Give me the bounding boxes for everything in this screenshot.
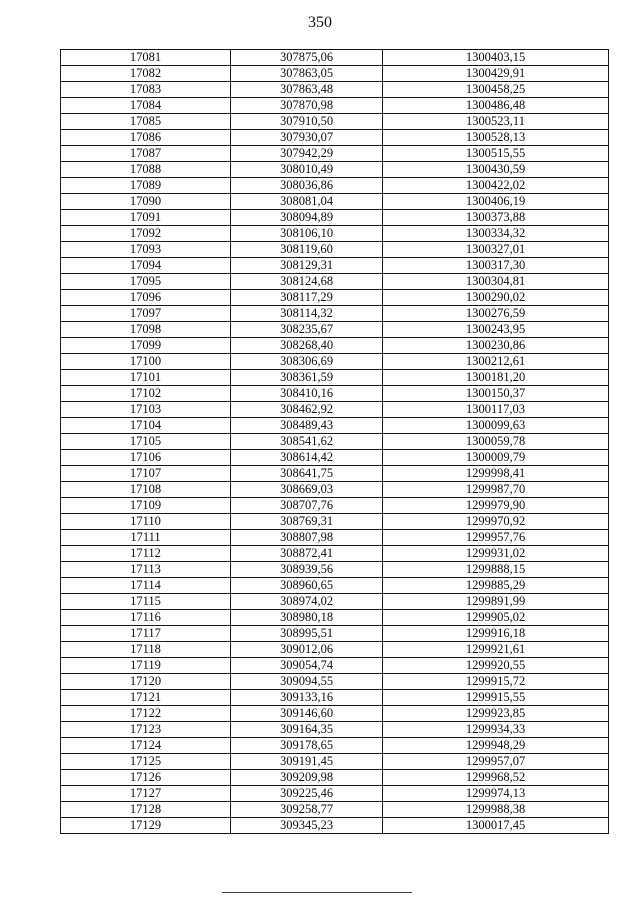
table-row — [61, 402, 609, 418]
y-coordinate-cell: 1299915,72 — [383, 674, 609, 690]
x-coordinate-cell: 308410,16 — [231, 386, 383, 402]
y-coordinate-cell: 1299974,13 — [383, 786, 609, 802]
x-coordinate-cell: 308117,29 — [231, 290, 383, 306]
y-coordinate-cell: 1299934,33 — [383, 722, 609, 738]
table-row — [61, 818, 609, 834]
table-row — [61, 370, 609, 386]
page-number: 350 — [308, 14, 332, 31]
point-number-cell: 17097 — [61, 306, 231, 322]
y-coordinate-cell: 1300017,45 — [383, 818, 609, 834]
point-number-cell: 17099 — [61, 338, 231, 354]
point-number-cell: 17103 — [61, 402, 231, 418]
point-number-cell: 17094 — [61, 258, 231, 274]
table-row — [61, 130, 609, 146]
x-coordinate-cell: 308669,03 — [231, 482, 383, 498]
x-coordinate-cell: 308462,92 — [231, 402, 383, 418]
y-coordinate-cell: 1299885,29 — [383, 578, 609, 594]
x-coordinate-cell: 307875,06 — [231, 50, 383, 66]
point-number-cell: 17115 — [61, 594, 231, 610]
table-row — [61, 546, 609, 562]
table-row — [61, 626, 609, 642]
y-coordinate-cell: 1299970,92 — [383, 514, 609, 530]
point-number-cell: 17128 — [61, 802, 231, 818]
y-coordinate-cell: 1300373,88 — [383, 210, 609, 226]
y-coordinate-cell: 1300117,03 — [383, 402, 609, 418]
x-coordinate-cell: 309146,60 — [231, 706, 383, 722]
point-number-cell: 17098 — [61, 322, 231, 338]
x-coordinate-cell: 307942,29 — [231, 146, 383, 162]
table-row — [61, 610, 609, 626]
table-row — [61, 754, 609, 770]
table-row — [61, 82, 609, 98]
point-number-cell: 17088 — [61, 162, 231, 178]
x-coordinate-cell: 308361,59 — [231, 370, 383, 386]
table-row — [61, 738, 609, 754]
coordinates-table — [60, 49, 609, 834]
table-row — [61, 482, 609, 498]
table-row — [61, 98, 609, 114]
table-row — [61, 162, 609, 178]
y-coordinate-cell: 1299957,76 — [383, 530, 609, 546]
point-number-cell: 17119 — [61, 658, 231, 674]
y-coordinate-cell: 1300304,81 — [383, 274, 609, 290]
table-row — [61, 66, 609, 82]
y-coordinate-cell: 1300458,25 — [383, 82, 609, 98]
point-number-cell: 17127 — [61, 786, 231, 802]
point-number-cell: 17106 — [61, 450, 231, 466]
x-coordinate-cell: 308036,86 — [231, 178, 383, 194]
table-row — [61, 722, 609, 738]
y-coordinate-cell: 1300009,79 — [383, 450, 609, 466]
table-row — [61, 434, 609, 450]
x-coordinate-cell: 308306,69 — [231, 354, 383, 370]
y-coordinate-cell: 1300429,91 — [383, 66, 609, 82]
x-coordinate-cell: 309164,35 — [231, 722, 383, 738]
table-row — [61, 338, 609, 354]
table-row — [61, 418, 609, 434]
point-number-cell: 17095 — [61, 274, 231, 290]
point-number-cell: 17104 — [61, 418, 231, 434]
y-coordinate-cell: 1300212,61 — [383, 354, 609, 370]
point-number-cell: 17110 — [61, 514, 231, 530]
point-number-cell: 17090 — [61, 194, 231, 210]
x-coordinate-cell: 308119,60 — [231, 242, 383, 258]
table-row — [61, 194, 609, 210]
y-coordinate-cell: 1299915,55 — [383, 690, 609, 706]
page-divider — [222, 892, 412, 893]
table-row — [61, 210, 609, 226]
x-coordinate-cell: 309133,16 — [231, 690, 383, 706]
x-coordinate-cell: 309012,06 — [231, 642, 383, 658]
x-coordinate-cell: 309094,55 — [231, 674, 383, 690]
y-coordinate-cell: 1300515,55 — [383, 146, 609, 162]
x-coordinate-cell: 308129,31 — [231, 258, 383, 274]
x-coordinate-cell: 308707,76 — [231, 498, 383, 514]
y-coordinate-cell: 1299921,61 — [383, 642, 609, 658]
y-coordinate-cell: 1299891,99 — [383, 594, 609, 610]
x-coordinate-cell: 308081,04 — [231, 194, 383, 210]
x-coordinate-cell: 308010,49 — [231, 162, 383, 178]
table-row — [61, 498, 609, 514]
y-coordinate-cell: 1299920,55 — [383, 658, 609, 674]
table-row — [61, 274, 609, 290]
point-number-cell: 17082 — [61, 66, 231, 82]
point-number-cell: 17105 — [61, 434, 231, 450]
table-row — [61, 306, 609, 322]
point-number-cell: 17102 — [61, 386, 231, 402]
y-coordinate-cell: 1299931,02 — [383, 546, 609, 562]
table-row — [61, 642, 609, 658]
x-coordinate-cell: 309345,23 — [231, 818, 383, 834]
x-coordinate-cell: 307870,98 — [231, 98, 383, 114]
x-coordinate-cell: 307930,07 — [231, 130, 383, 146]
table-row — [61, 146, 609, 162]
table-row — [61, 466, 609, 482]
x-coordinate-cell: 308769,31 — [231, 514, 383, 530]
point-number-cell: 17085 — [61, 114, 231, 130]
table-row — [61, 674, 609, 690]
table-body — [61, 50, 609, 834]
point-number-cell: 17113 — [61, 562, 231, 578]
table-row — [61, 258, 609, 274]
point-number-cell: 17120 — [61, 674, 231, 690]
x-coordinate-cell: 308124,68 — [231, 274, 383, 290]
point-number-cell: 17087 — [61, 146, 231, 162]
point-number-cell: 17116 — [61, 610, 231, 626]
y-coordinate-cell: 1300406,19 — [383, 194, 609, 210]
point-number-cell: 17091 — [61, 210, 231, 226]
y-coordinate-cell: 1300334,32 — [383, 226, 609, 242]
x-coordinate-cell: 308106,10 — [231, 226, 383, 242]
y-coordinate-cell: 1299968,52 — [383, 770, 609, 786]
point-number-cell: 17081 — [61, 50, 231, 66]
y-coordinate-cell: 1300528,13 — [383, 130, 609, 146]
point-number-cell: 17083 — [61, 82, 231, 98]
y-coordinate-cell: 1299923,85 — [383, 706, 609, 722]
y-coordinate-cell: 1300327,01 — [383, 242, 609, 258]
point-number-cell: 17101 — [61, 370, 231, 386]
table-row — [61, 658, 609, 674]
y-coordinate-cell: 1300290,02 — [383, 290, 609, 306]
x-coordinate-cell: 307863,48 — [231, 82, 383, 98]
point-number-cell: 17111 — [61, 530, 231, 546]
x-coordinate-cell: 309054,74 — [231, 658, 383, 674]
y-coordinate-cell: 1300243,95 — [383, 322, 609, 338]
table-row — [61, 706, 609, 722]
point-number-cell: 17126 — [61, 770, 231, 786]
table-row — [61, 290, 609, 306]
x-coordinate-cell: 308980,18 — [231, 610, 383, 626]
x-coordinate-cell: 307910,50 — [231, 114, 383, 130]
x-coordinate-cell: 308094,89 — [231, 210, 383, 226]
x-coordinate-cell: 308641,75 — [231, 466, 383, 482]
point-number-cell: 17129 — [61, 818, 231, 834]
y-coordinate-cell: 1299957,07 — [383, 754, 609, 770]
y-coordinate-cell: 1300059,78 — [383, 434, 609, 450]
y-coordinate-cell: 1300317,30 — [383, 258, 609, 274]
table-row — [61, 114, 609, 130]
x-coordinate-cell: 309209,98 — [231, 770, 383, 786]
point-number-cell: 17107 — [61, 466, 231, 482]
x-coordinate-cell: 308872,41 — [231, 546, 383, 562]
y-coordinate-cell: 1300422,02 — [383, 178, 609, 194]
x-coordinate-cell: 309225,46 — [231, 786, 383, 802]
y-coordinate-cell: 1300523,11 — [383, 114, 609, 130]
point-number-cell: 17109 — [61, 498, 231, 514]
table-row — [61, 594, 609, 610]
table-row — [61, 178, 609, 194]
x-coordinate-cell: 308541,62 — [231, 434, 383, 450]
y-coordinate-cell: 1300486,48 — [383, 98, 609, 114]
y-coordinate-cell: 1299998,41 — [383, 466, 609, 482]
point-number-cell: 17117 — [61, 626, 231, 642]
x-coordinate-cell: 309258,77 — [231, 802, 383, 818]
x-coordinate-cell: 308807,98 — [231, 530, 383, 546]
y-coordinate-cell: 1300150,37 — [383, 386, 609, 402]
point-number-cell: 17124 — [61, 738, 231, 754]
table-row — [61, 802, 609, 818]
point-number-cell: 17125 — [61, 754, 231, 770]
table-row — [61, 354, 609, 370]
point-number-cell: 17086 — [61, 130, 231, 146]
x-coordinate-cell: 308974,02 — [231, 594, 383, 610]
x-coordinate-cell: 308995,51 — [231, 626, 383, 642]
y-coordinate-cell: 1300099,63 — [383, 418, 609, 434]
x-coordinate-cell: 308268,40 — [231, 338, 383, 354]
table-row — [61, 530, 609, 546]
y-coordinate-cell: 1299979,90 — [383, 498, 609, 514]
table-row — [61, 242, 609, 258]
y-coordinate-cell: 1299888,15 — [383, 562, 609, 578]
y-coordinate-cell: 1299905,02 — [383, 610, 609, 626]
point-number-cell: 17084 — [61, 98, 231, 114]
y-coordinate-cell: 1299916,18 — [383, 626, 609, 642]
y-coordinate-cell: 1299948,29 — [383, 738, 609, 754]
table-row — [61, 514, 609, 530]
point-number-cell: 17114 — [61, 578, 231, 594]
x-coordinate-cell: 309191,45 — [231, 754, 383, 770]
table-row — [61, 386, 609, 402]
table-row — [61, 562, 609, 578]
x-coordinate-cell: 309178,65 — [231, 738, 383, 754]
table-row — [61, 50, 609, 66]
y-coordinate-cell: 1300276,59 — [383, 306, 609, 322]
point-number-cell: 17121 — [61, 690, 231, 706]
point-number-cell: 17093 — [61, 242, 231, 258]
x-coordinate-cell: 308614,42 — [231, 450, 383, 466]
table-row — [61, 450, 609, 466]
table-row — [61, 770, 609, 786]
x-coordinate-cell: 307863,05 — [231, 66, 383, 82]
table-row — [61, 578, 609, 594]
x-coordinate-cell: 308114,32 — [231, 306, 383, 322]
y-coordinate-cell: 1300430,59 — [383, 162, 609, 178]
point-number-cell: 17089 — [61, 178, 231, 194]
point-number-cell: 17118 — [61, 642, 231, 658]
table-row — [61, 322, 609, 338]
point-number-cell: 17112 — [61, 546, 231, 562]
y-coordinate-cell: 1300181,20 — [383, 370, 609, 386]
y-coordinate-cell: 1299988,38 — [383, 802, 609, 818]
y-coordinate-cell: 1300403,15 — [383, 50, 609, 66]
point-number-cell: 17108 — [61, 482, 231, 498]
point-number-cell: 17100 — [61, 354, 231, 370]
point-number-cell: 17096 — [61, 290, 231, 306]
x-coordinate-cell: 308235,67 — [231, 322, 383, 338]
x-coordinate-cell: 308960,65 — [231, 578, 383, 594]
table-row — [61, 226, 609, 242]
table-row — [61, 690, 609, 706]
point-number-cell: 17122 — [61, 706, 231, 722]
x-coordinate-cell: 308489,43 — [231, 418, 383, 434]
y-coordinate-cell: 1300230,86 — [383, 338, 609, 354]
point-number-cell: 17123 — [61, 722, 231, 738]
y-coordinate-cell: 1299987,70 — [383, 482, 609, 498]
x-coordinate-cell: 308939,56 — [231, 562, 383, 578]
point-number-cell: 17092 — [61, 226, 231, 242]
table-row — [61, 786, 609, 802]
